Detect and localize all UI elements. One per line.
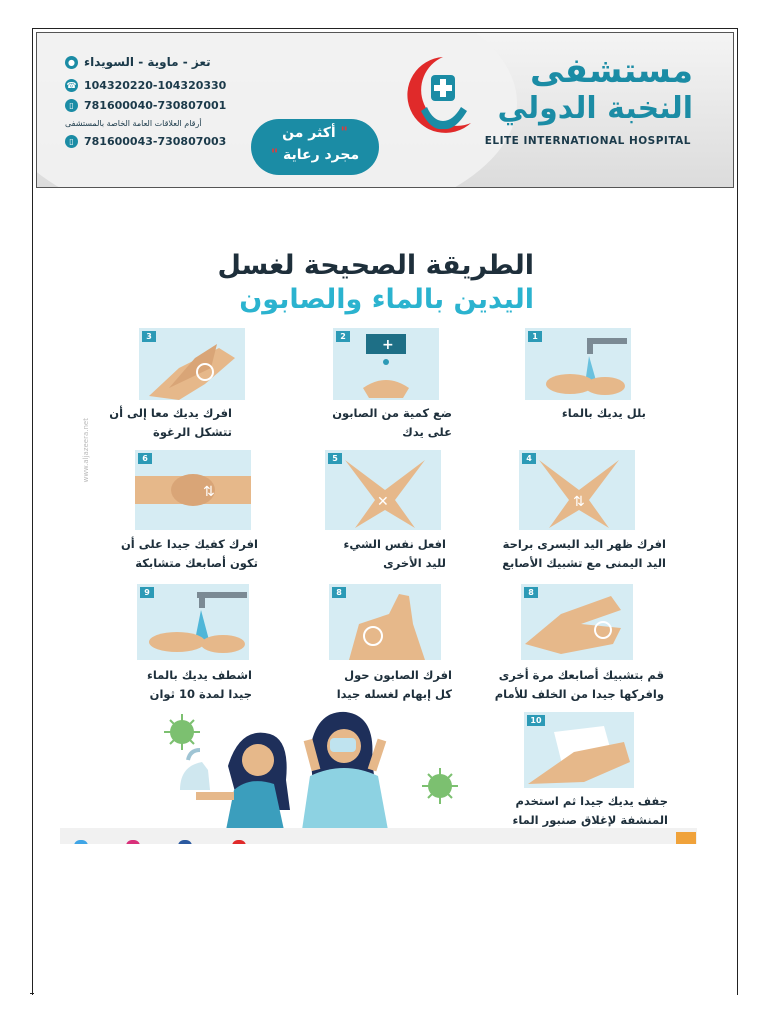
phone-numbers-1: 104320220-104320330 xyxy=(84,79,227,92)
slogan-line-1: أكثر من xyxy=(282,125,336,141)
svg-text:+: + xyxy=(382,337,394,353)
location-pin-icon: ● xyxy=(65,56,78,69)
relations-note xyxy=(65,119,275,128)
step-7-illustration: 8 xyxy=(521,584,633,660)
hospital-name-ar-1: مستشفى xyxy=(530,51,693,91)
step-8a-caption: قم بتشبيك أصابعك مرة أخرى وافركها جيدا من الخلف للأمام xyxy=(494,668,664,701)
social-footer-strip xyxy=(60,828,697,844)
svg-text:✕: ✕ xyxy=(377,494,389,510)
brand-chip xyxy=(676,832,696,844)
faucet-water-hands-icon xyxy=(525,328,631,400)
contact-address xyxy=(65,55,275,69)
slogan-line-2: مجرد رعاية xyxy=(283,147,360,163)
step-3-illustration: 3 xyxy=(139,328,245,400)
rubbing-palms-icon xyxy=(139,328,245,400)
poster-title-line-2: اليدين بالماء والصابون xyxy=(239,284,534,315)
step-4-illustration: 4 ⇅ xyxy=(519,450,635,530)
step-10-caption: جفف يديك جيدا ثم استخدم المنشفة لإغلاق صنبور الماء xyxy=(512,794,668,827)
step-5-caption: افعل نفس الشيء لليد الأخرى xyxy=(343,537,446,570)
step-8-illustration: 8 xyxy=(329,584,441,660)
towel-dry-icon xyxy=(524,712,634,788)
phone-icon: ☎ xyxy=(66,81,77,90)
step-5-illustration: 5 ✕ xyxy=(325,450,441,530)
hospital-name-ar-2: النخبة الدولي xyxy=(497,91,693,126)
step-1-illustration: 1 xyxy=(525,328,631,400)
soap-dispenser-icon xyxy=(333,328,439,400)
svg-text:⇅: ⇅ xyxy=(203,484,215,500)
blank-page-area xyxy=(34,844,734,994)
thumb-rub-icon xyxy=(329,584,441,660)
hospital-name-en: ELITE INTERNATIONAL HOSPITAL xyxy=(484,135,691,147)
contact-phone-row-2 xyxy=(65,99,275,112)
step-9-illustration: 9 xyxy=(137,584,249,660)
crossed-hands-icon xyxy=(325,450,441,530)
back-of-hand-icon xyxy=(519,450,635,530)
slogan-badge: " أكثر من مجرد رعاية " xyxy=(251,119,379,175)
step-4-caption: افرك ظهر اليد اليسرى براحة اليد اليمنى مع تشبيك الأصابع xyxy=(502,537,666,570)
relations-note-text: أرقام العلاقات العامة الخاصة بالمستشفى xyxy=(65,119,202,128)
step-8b-caption: افرك الصابون حول كل إبهام لغسله جيدا xyxy=(336,668,452,701)
step-3-caption: افرك يديك معا إلى أن تتشكل الرغوة xyxy=(109,406,232,439)
step-2-caption: ضع كمية من الصابون على يدك xyxy=(332,406,452,439)
step-10-illustration: 10 xyxy=(524,712,634,788)
step-6-illustration: 6 ⇅ xyxy=(135,450,251,530)
contact-phone-row-3 xyxy=(65,135,275,148)
svg-text:⇅: ⇅ xyxy=(573,494,585,510)
step-6-caption: افرك كفيك جيدا على أن تكون أصابعك متشابكة xyxy=(120,537,258,570)
address-text: تعز - ماوية - السويداء xyxy=(84,55,211,69)
step-2-illustration: 2 + xyxy=(333,328,439,400)
poster-title-line-1: الطريقة الصحيحة لغسل xyxy=(217,250,534,281)
rinse-hands-icon xyxy=(137,584,249,660)
phone-numbers-3: 781600043-730807003 xyxy=(84,135,227,148)
source-watermark: www.aljazeera.net xyxy=(82,418,90,483)
hospital-logo-icon xyxy=(401,51,485,141)
mobile-icon: ▯ xyxy=(65,135,78,148)
step-9-caption: اشطف يديك بالماء جيدا لمدة 10 ثوان xyxy=(146,668,252,701)
phone-numbers-2: 781600040-730807001 xyxy=(84,99,227,112)
step-1-caption: بلل يديك بالماء xyxy=(561,406,646,420)
people-washing-hands-illustration xyxy=(140,710,480,830)
hospital-banner xyxy=(36,32,734,188)
interlaced-fingers-icon xyxy=(135,450,251,530)
contact-phone-row-1 xyxy=(65,79,275,92)
mobile-icon: ▯ xyxy=(65,99,78,112)
fingers-back-icon xyxy=(521,584,633,660)
